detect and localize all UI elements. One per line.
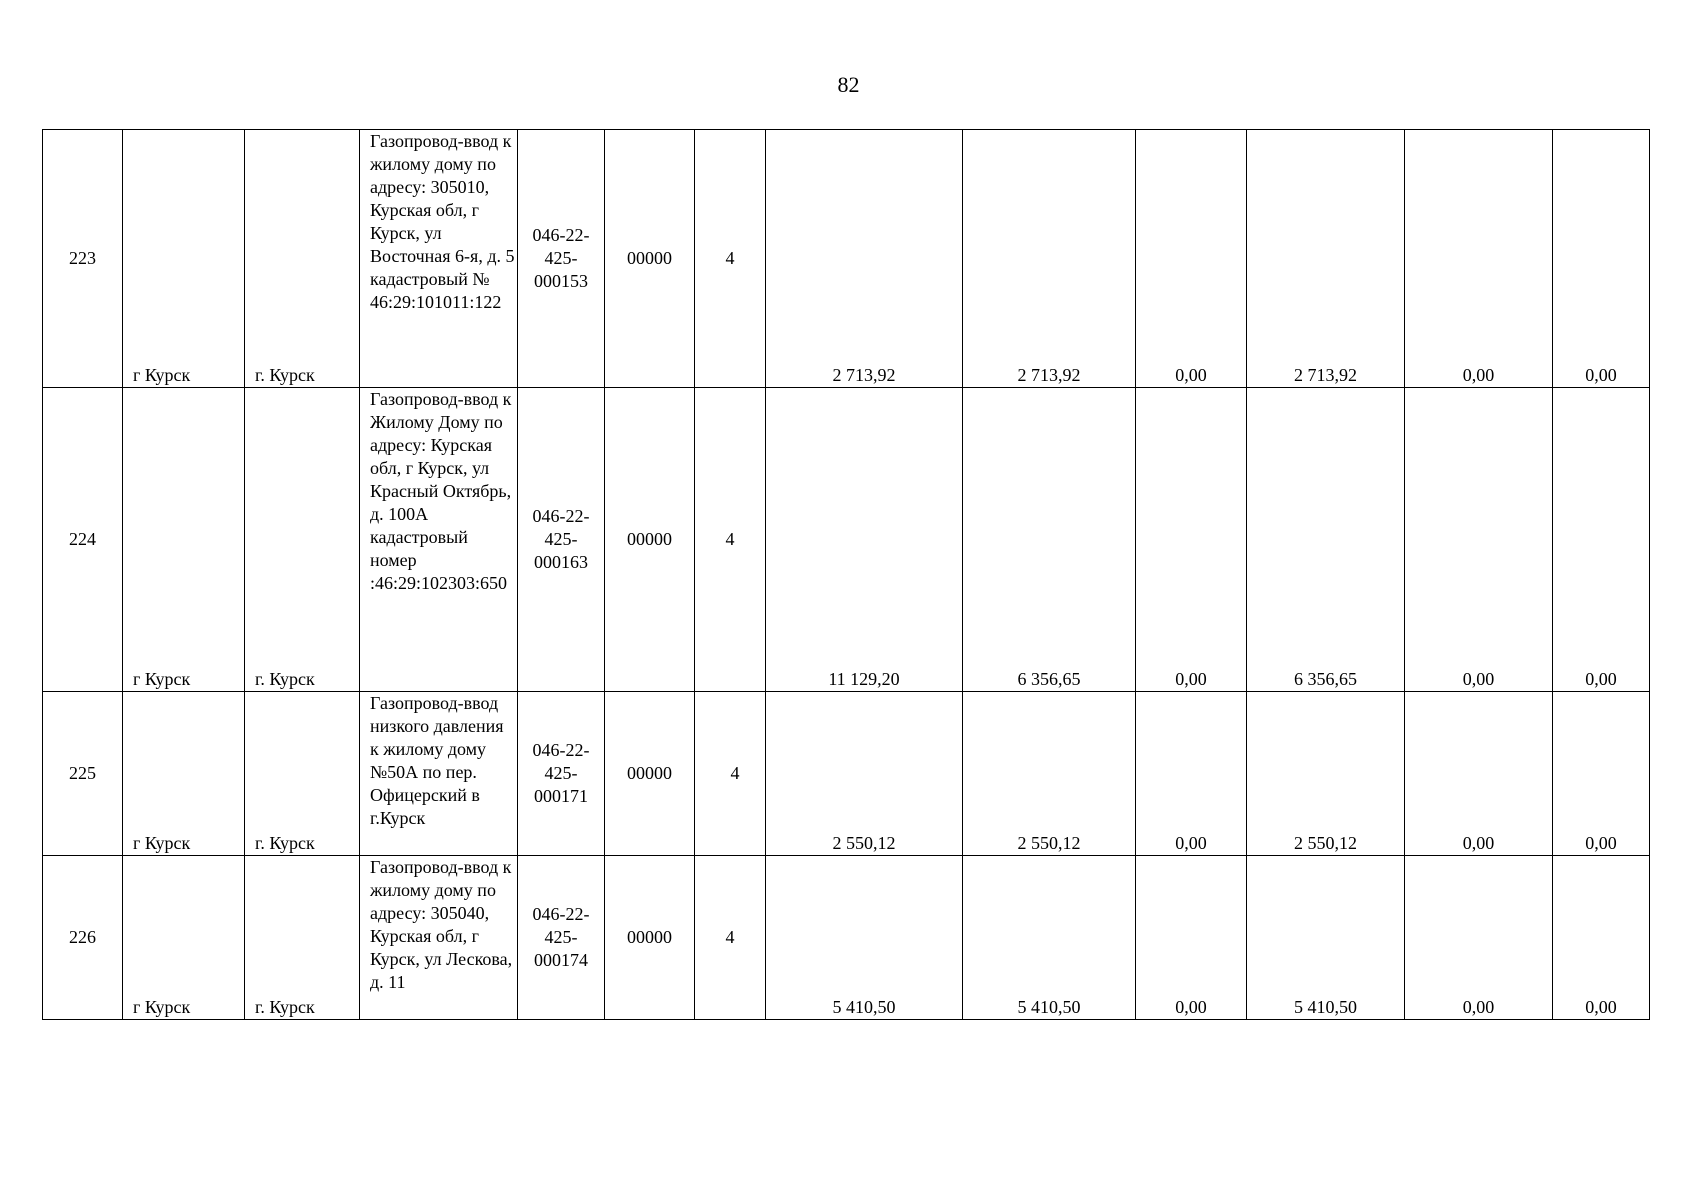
city-cell: г. Курск (245, 130, 360, 388)
value-cell: 2 550,12 (963, 692, 1136, 856)
table-row (43, 692, 1650, 856)
asset-registry-table (42, 129, 1650, 1020)
city-cell: г. Курск (245, 856, 360, 1020)
row-number: 224 (43, 388, 123, 692)
city-cell: г. Курск (245, 388, 360, 692)
value-cell: 0,00 (1405, 692, 1553, 856)
value-cell: 2 713,92 (1247, 130, 1405, 388)
object-description: Газопровод-ввод к жилому дому по адресу: 305040, Курская обл, г Курск, ул Лескова, д. 11 (360, 856, 518, 1020)
group-cell: 4 (695, 856, 766, 1020)
value-cell: 2 713,92 (963, 130, 1136, 388)
value-cell: 0,00 (1136, 388, 1247, 692)
value-cell: 0,00 (1553, 692, 1650, 856)
page-number: 82 (837, 72, 860, 97)
value-cell: 5 410,50 (963, 856, 1136, 1020)
value-cell: 0,00 (1405, 130, 1553, 388)
inventory-number: 046-22-425-000174 (518, 856, 605, 1020)
row-number: 225 (43, 692, 123, 856)
group-cell: 4 (695, 130, 766, 388)
value-cell: 0,00 (1405, 388, 1553, 692)
group-cell: 4 (695, 692, 766, 856)
value-cell: 11 129,20 (766, 388, 963, 692)
code-cell: 00000 (605, 856, 695, 1020)
locality-cell: г Курск (123, 388, 245, 692)
value-cell: 6 356,65 (963, 388, 1136, 692)
city-cell: г. Курск (245, 692, 360, 856)
locality-cell: г Курск (123, 692, 245, 856)
row-number: 226 (43, 856, 123, 1020)
row-number: 223 (43, 130, 123, 388)
value-cell: 2 713,92 (766, 130, 963, 388)
inventory-number: 046-22-425-000171 (518, 692, 605, 856)
value-cell: 0,00 (1136, 692, 1247, 856)
value-cell: 0,00 (1553, 856, 1650, 1020)
code-cell: 00000 (605, 388, 695, 692)
locality-cell: г Курск (123, 130, 245, 388)
value-cell: 0,00 (1405, 856, 1553, 1020)
table-row (43, 856, 1650, 1020)
object-description: Газопровод-ввод к Жилому Дому по адресу: Курская обл, г Курск, ул Красный Октябрь, д. 100А кадастровый номер :46:29:102303:650 (360, 388, 518, 692)
table-row (43, 388, 1650, 692)
value-cell: 6 356,65 (1247, 388, 1405, 692)
object-description: Газопровод-ввод низкого давления к жилому дому №50А по пер. Офицерский в г.Курск (360, 692, 518, 856)
value-cell: 2 550,12 (766, 692, 963, 856)
value-cell: 0,00 (1553, 388, 1650, 692)
value-cell: 0,00 (1553, 130, 1650, 388)
code-cell: 00000 (605, 692, 695, 856)
table-row (43, 130, 1650, 388)
inventory-number: 046-22-425-000163 (518, 388, 605, 692)
code-cell: 00000 (605, 130, 695, 388)
value-cell: 5 410,50 (766, 856, 963, 1020)
value-cell: 0,00 (1136, 130, 1247, 388)
object-description: Газопровод-ввод к жилому дому по адресу: 305010, Курская обл, г Курск, ул Восточная 6-я, д. 5 кадастровый № 46:29:101011:122 (360, 130, 518, 388)
value-cell: 5 410,50 (1247, 856, 1405, 1020)
locality-cell: г Курск (123, 856, 245, 1020)
value-cell: 2 550,12 (1247, 692, 1405, 856)
inventory-number: 046-22-425-000153 (518, 130, 605, 388)
value-cell: 0,00 (1136, 856, 1247, 1020)
group-cell: 4 (695, 388, 766, 692)
